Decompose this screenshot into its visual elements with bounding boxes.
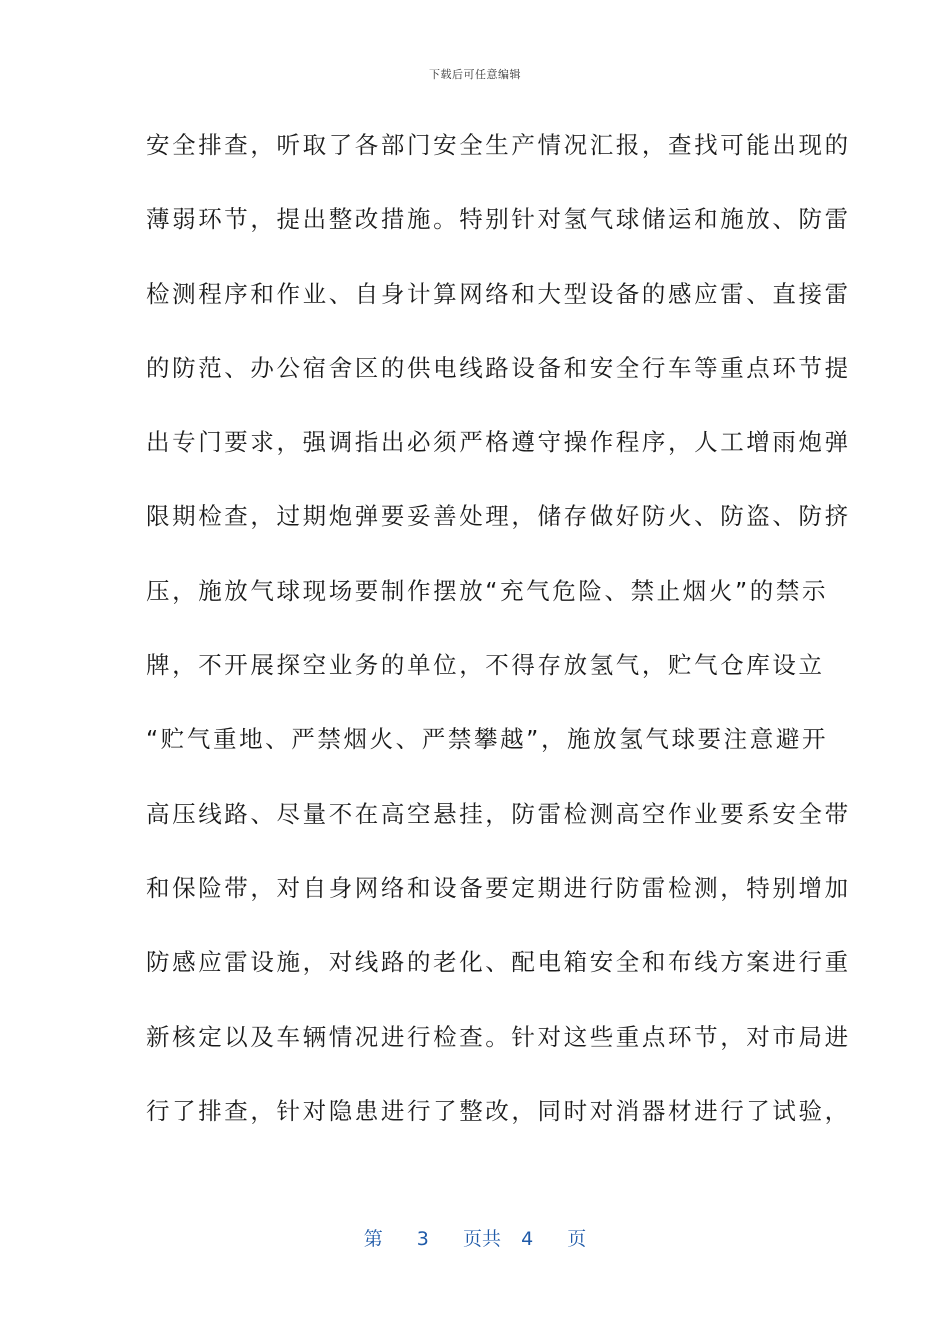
footer-suffix: 页	[567, 1228, 587, 1250]
total-pages-number: 4	[521, 1228, 534, 1250]
text-line: 的防范、办公宿舍区的供电线路设备和安全行车等重点环节提	[146, 353, 851, 382]
page-header: 下载后可任意编辑	[429, 68, 521, 81]
text-line: 高压线路、尽量不在高空悬挂，防雷检测高空作业要系安全带	[146, 799, 851, 828]
text-line: 限期检查，过期炮弹要妥善处理，储存做好防火、防盗、防挤	[146, 502, 851, 531]
text-line: 防感应雷设施，对线路的老化、配电箱安全和布线方案进行重	[146, 948, 851, 977]
text-line: 检测程序和作业、自身计算网络和大型设备的感应雷、直接雷	[146, 279, 851, 308]
text-line: 出专门要求，强调指出必须严格遵守操作程序，人工增雨炮弹	[146, 428, 851, 457]
text-line: 和保险带，对自身网络和设备要定期进行防雷检测，特别增加	[146, 873, 851, 902]
current-page-number: 3	[416, 1228, 429, 1250]
text-line: 压，施放气球现场要制作摆放“充气危险、禁止烟火”的禁示	[146, 576, 829, 605]
text-line: “贮气重地、严禁烟火、严禁攀越”，施放氢气球要注意避开	[146, 725, 829, 754]
page-footer	[0, 1224, 950, 1251]
text-line: 行了排查，针对隐患进行了整改，同时对消器材进行了试验，	[146, 1096, 851, 1125]
text-line: 新核定以及车辆情况进行检查。针对这些重点环节，对市局进	[146, 1022, 851, 1051]
text-line: 牌，不开展探空业务的单位，不得存放氢气，贮气仓库设立	[146, 651, 825, 680]
body-text	[146, 128, 851, 1168]
text-line: 薄弱环节，提出整改措施。特别针对氢气球储运和施放、防雷	[146, 205, 851, 234]
footer-prefix: 第	[363, 1228, 383, 1250]
footer-middle: 页共	[462, 1228, 501, 1250]
text-line: 安全排查，听取了各部门安全生产情况汇报，查找可能出现的	[146, 131, 851, 159]
